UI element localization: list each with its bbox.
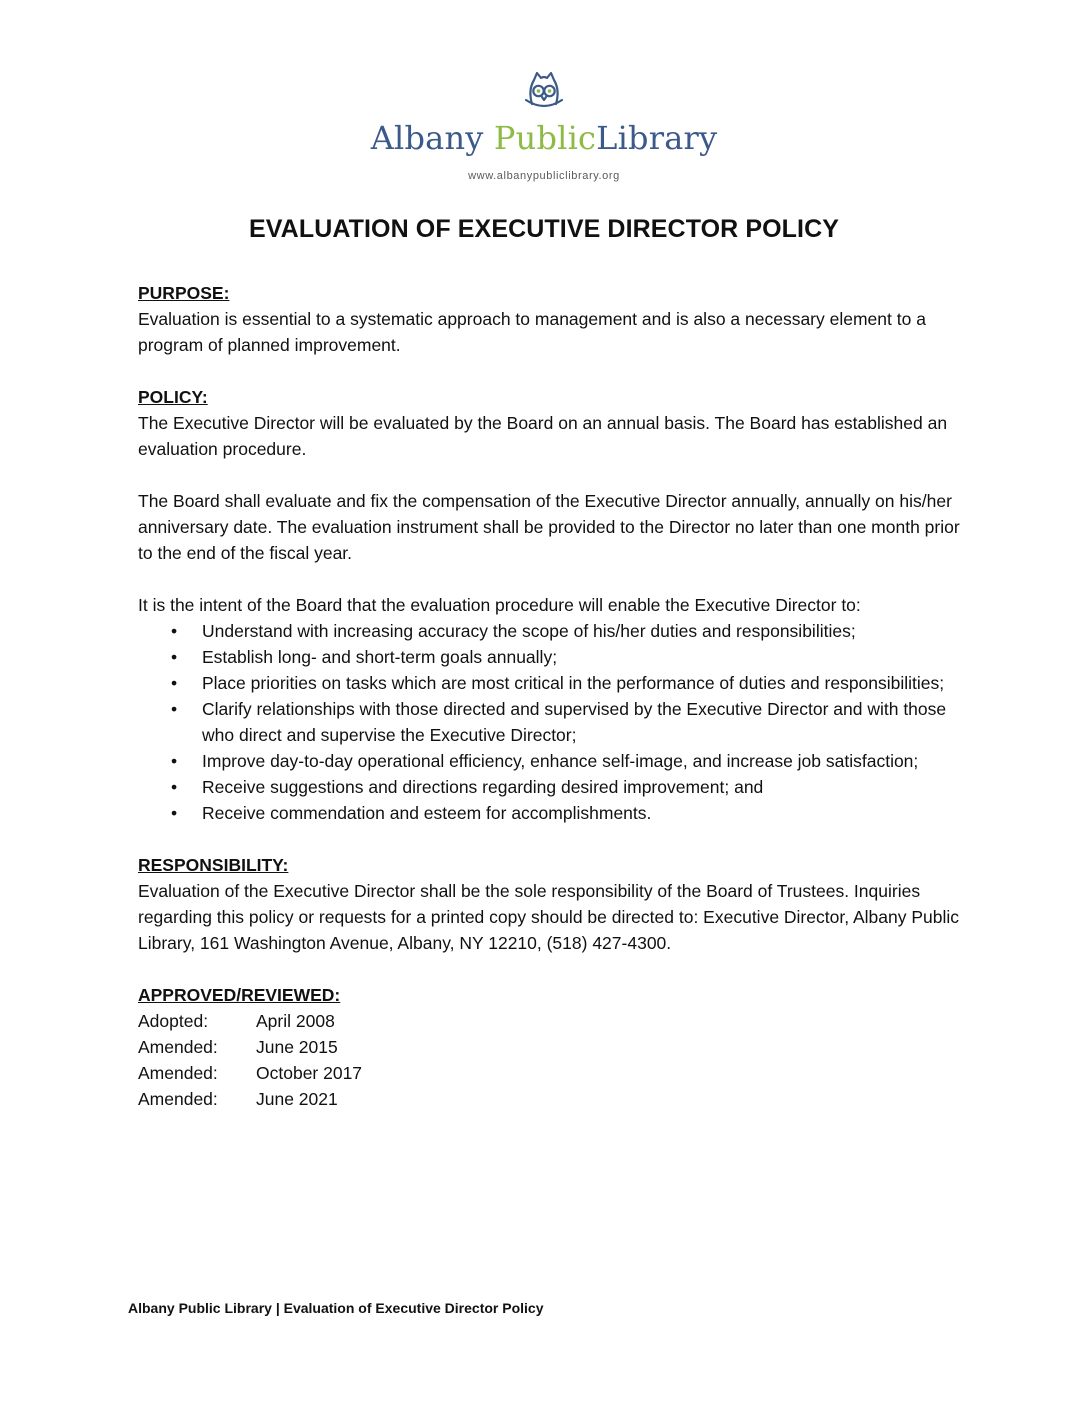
page-footer: Albany Public Library | Evaluation of Executive Director Policy (128, 1300, 544, 1316)
approval-date: June 2021 (256, 1089, 338, 1109)
approval-label: Amended: (138, 1037, 218, 1057)
library-name-public: Public (493, 119, 597, 157)
list-item: • Clarify relationships with those directed and supervised by the Executive Director and with those who direct and supervise the Executive Director; (202, 696, 968, 748)
document-title: EVALUATION OF EXECUTIVE DIRECTOR POLICY (248, 215, 840, 243)
list-item: • Receive suggestions and directions regarding desired improvement; and (202, 774, 968, 800)
approval-date: June 2015 (256, 1037, 338, 1057)
approved-section (138, 982, 968, 1112)
library-header (0, 64, 1088, 182)
responsibility-heading: RESPONSIBILITY: (138, 855, 289, 875)
approval-label: Amended: (138, 1063, 218, 1083)
approval-label: Amended: (138, 1089, 218, 1109)
list-item: • Establish long- and short-term goals annually; (202, 644, 968, 670)
table-row (138, 1060, 362, 1086)
policy-bullet-list (138, 618, 968, 826)
list-item: • Receive commendation and esteem for accomplishments. (202, 800, 968, 826)
library-name (0, 118, 1088, 158)
policy-paragraph-2: The Board shall evaluate and fix the compensation of the Executive Director annually, annually on his/her anniversary date. The evaluation instrument shall be provided to the Director no later than one month prior to the end of the fiscal year. (138, 491, 960, 563)
policy-heading: POLICY: (138, 387, 208, 407)
purpose-section (138, 280, 968, 358)
owl-icon (518, 64, 570, 116)
library-name-albany: Albany (370, 119, 484, 157)
responsibility-section (138, 852, 968, 956)
list-item: • Improve day-to-day operational efficiency, enhance self-image, and increase job satisfaction; (202, 748, 968, 774)
table-row (138, 1008, 362, 1034)
responsibility-text: Evaluation of the Executive Director shall be the sole responsibility of the Board of Trustees. Inquiries regarding this policy or requests for a printed copy should be directed to: Executive Director, Albany Public Library, 161 Washington Avenue, Albany, NY 12210, (518) 427-4300. (138, 881, 959, 953)
policy-paragraph-1: The Executive Director will be evaluated by the Board on an annual basis. The Board has established an evaluation procedure. (138, 413, 948, 459)
table-row (138, 1086, 362, 1112)
library-name-library: Library (596, 119, 718, 157)
list-item: • Understand with increasing accuracy the scope of his/her duties and responsibilities; (202, 618, 968, 644)
policy-intro: It is the intent of the Board that the evaluation procedure will enable the Executive Director to: (138, 595, 861, 615)
list-item: • Place priorities on tasks which are most critical in the performance of duties and responsibilities; (202, 670, 968, 696)
document-body (138, 280, 968, 1138)
approval-date: April 2008 (256, 1011, 335, 1031)
library-website: www.albanypubliclibrary.org (468, 170, 620, 182)
approved-heading: APPROVED/REVIEWED: (138, 985, 341, 1005)
table-row (138, 1034, 362, 1060)
policy-section (138, 384, 968, 826)
approval-label: Adopted: (138, 1011, 209, 1031)
purpose-text: Evaluation is essential to a systematic approach to management and is also a necessary element to a program of planned improvement. (138, 309, 926, 355)
approval-date: October 2017 (256, 1063, 363, 1083)
purpose-heading: PURPOSE: (138, 283, 230, 303)
approval-table (138, 1008, 362, 1112)
